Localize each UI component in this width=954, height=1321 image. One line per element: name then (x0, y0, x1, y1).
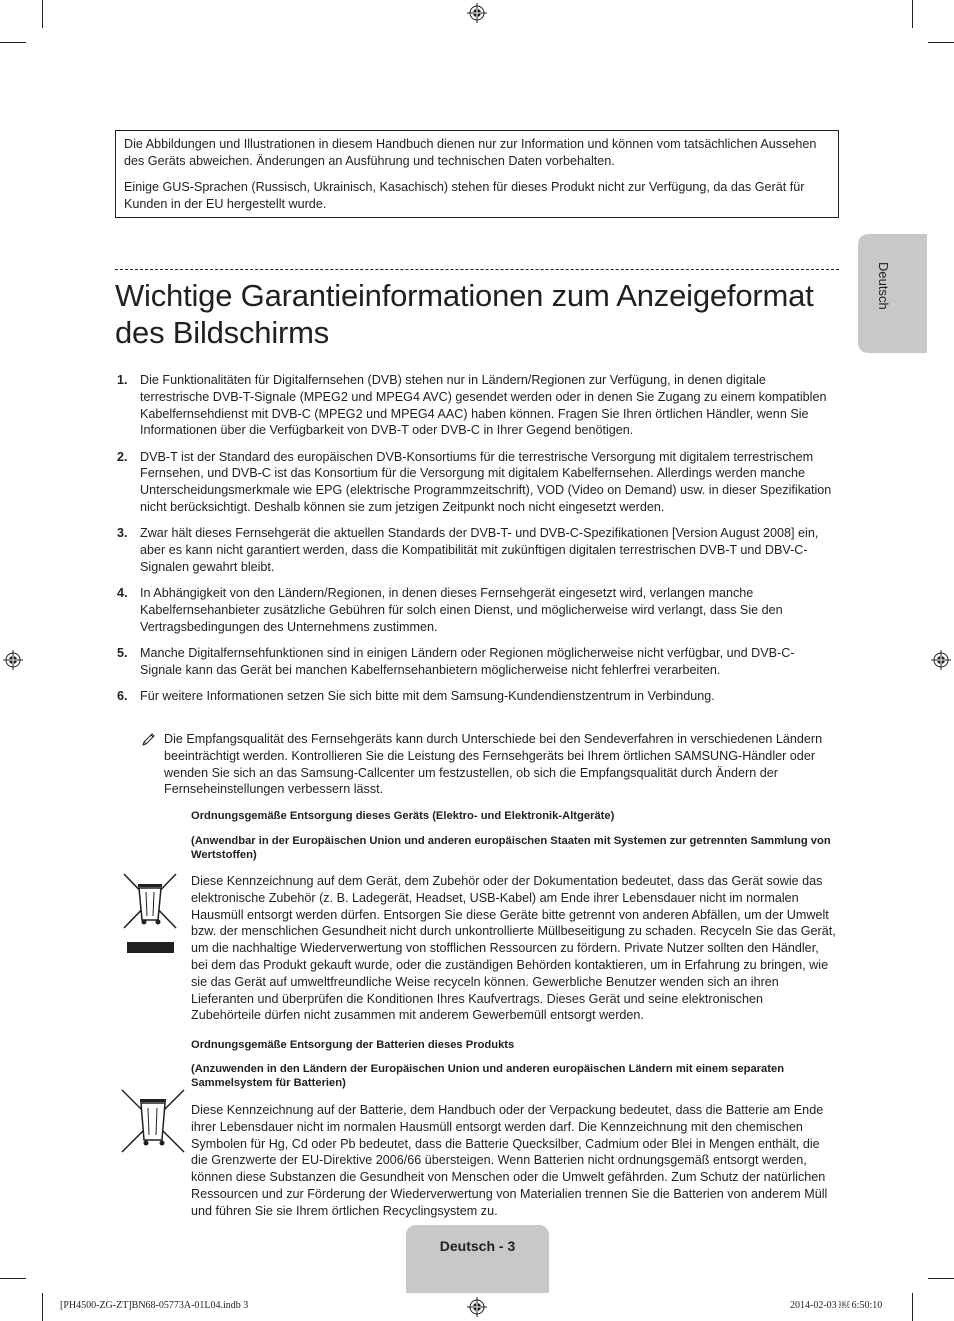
notice-paragraph: Die Abbildungen und Illustrationen in diesem Handbuch dienen nur zur Information und können vom tatsächlichen Aussehen des Geräts abweichen. Änderungen an Ausführung und technischen Daten vorbehalten. (124, 137, 817, 168)
language-tab (858, 234, 927, 353)
crossed-out-wheelie-bin-icon (120, 1088, 186, 1154)
crop-mark (0, 1278, 26, 1279)
crop-mark (928, 1278, 954, 1279)
list-item (117, 585, 833, 635)
print-slug-file: [PH4500-ZG-ZT]BN68-05773A-01L04.indb 3 (60, 1300, 249, 1311)
item-text: Für weitere Informationen setzen Sie sich bitte mit dem Samsung-Kundendienstzentrum in Verbindung. (140, 689, 715, 704)
crosshair-registration-icon (467, 3, 487, 23)
notice-box (115, 130, 839, 218)
crop-mark (42, 1293, 43, 1321)
crosshair-registration-icon (3, 650, 23, 670)
pencil-note-icon (140, 731, 158, 749)
list-item (117, 645, 833, 679)
item-number: 6. (117, 689, 128, 704)
crop-mark (912, 1293, 913, 1321)
page-number-tab (406, 1225, 549, 1293)
crop-mark (928, 42, 954, 43)
list-item (117, 372, 833, 439)
list-item (117, 688, 833, 705)
notice-paragraph: Einige GUS-Sprachen (Russisch, Ukrainisch, Kasachisch) stehen für dieses Produkt nicht zur Verfügung, da das Gerät für Kunden in der EU hergestellt wurde. (124, 180, 805, 211)
weee-body: Diese Kennzeichnung auf dem Gerät, dem Zubehör oder der Dokumentation bedeutet, dass das Gerät sowie das elektronische Zubehör (z. B. Ladegerät, Headset, USB-Kabel) am Ende ihrer Lebensdauer nicht im normalen Hausmüll entsorgt werden dürfen. Entsorgen Sie diese Geräte bitte getrennt von anderen Abfällen, um der Umwelt bzw. der menschlichen Gesundheit nicht durch unkontrollierte Müllbeseitigung zu schaden. Recyceln Sie das Gerät, um die nachhaltige Wiederverwertung von stofflichen Ressourcen zu fördern. Private Nutzer sollten den Händler, bei dem das Produkt gekauft wurde, oder die zuständigen Behörden kontaktieren, um in Erfahrung zu bringen, wie sie das Gerät auf umweltfreundliche Weise recyceln können. Gewerbliche Benutzer wenden sich an ihren Lieferanten und überprüfen die Konditionen Ihres Kaufvertrags. Dieses Gerät und seine elektronischen Zubehörteile dürfen nicht zusammen mit anderem Gewerbemüll entsorgt werden. (191, 874, 836, 1023)
section-title: Wichtige Garantieinformationen zum Anzeigeformat des Bildschirms (115, 278, 814, 350)
battery-subheading: (Anzuwenden in den Ländern der Europäischen Union und anderen europäischen Ländern mit einem separaten Sammelsystem für Batterien) (191, 1063, 785, 1089)
battery-body: Diese Kennzeichnung auf der Batterie, dem Handbuch oder der Verpackung bedeutet, dass die Batterie am Ende ihrer Lebensdauer nicht im normalen Hausmüll entsorgt werden darf. Die Kennzeichnung mit den chemischen Symbolen für Hg, Cd oder Pb bedeutet, dass die Batterie Quecksilber, Cadmium oder Blei in Mengen enthält, die die Grenzwerte der EU-Direktive 2006/66 übersteigen. Wenn Batterien nicht ordnungsgemäß entsorgt werden, können diese Substanzen die Gesundheit von Menschen oder die Umwelt gefährden. Zum Schutz der natürlichen Ressourcen und zur Förderung der Wiederverwertung von Materialien trennen Sie die Batterien von anderem Müll und führen Sie sie Ihrem örtlichen Recyclingsystem zu. (191, 1103, 828, 1218)
crop-mark (42, 0, 43, 28)
crosshair-registration-icon (931, 650, 951, 670)
crop-mark (0, 42, 26, 43)
crossed-out-wheelie-bin-icon (122, 872, 178, 956)
crop-mark (912, 0, 913, 28)
section-divider (115, 269, 839, 270)
item-number: 5. (117, 646, 128, 661)
note (140, 731, 836, 798)
language-tab-label: Deutsch (876, 262, 891, 310)
item-text: In Abhängigkeit von den Ländern/Regionen, in denen dieses Fernsehgerät eingesetzt wird, verlangen manche Kabelfernsehanbieter zusätzliche Gebühren für solch einen Dienst, und möglicherweise wird verlangt, dass Sie den Vertragsbedingungen des Unternehmens zustimmen. (140, 586, 783, 634)
item-text: Zwar hält dieses Fernsehgerät die aktuellen Standards der DVB-T- und DVB-C-Spezifikationen [Version August 2008] ein, aber es kann nicht garantiert werden, dass die Kompatibilität mit zukünftigen digitalen terrestrischen DVB-T und DBV-C-Signalen gewahrt bleibt. (140, 526, 819, 574)
warranty-list (117, 372, 833, 715)
crosshair-registration-icon (467, 1297, 487, 1317)
list-item (117, 449, 833, 516)
page-number: Deutsch - 3 (439, 1238, 516, 1254)
item-text: Manche Digitalfernsehfunktionen sind in einigen Ländern oder Regionen möglicherweise nicht verfügbar, und DVB-C-Signale kann das Gerät bei manchen Kabelfernsehanbietern möglicherweise nicht fehlerfrei verarbeiten. (140, 646, 795, 677)
item-text: Die Funktionalitäten für Digitalfernsehen (DVB) stehen nur in Ländern/Regionen zur Verfügung, in denen digitale terrestrische DVB-T-Signale (MPEG2 und MPEG4 AVC) gesendet werden oder in denen Sie Zugang zu einem kompatiblen Kabelfernsehdienst mit DVB-C (MPEG2 und MPEG4 AAC) haben können. Fragen Sie Ihren örtlichen Händler, wenn Sie Informationen über die Verfügbarkeit von DVB-T oder DVB-C in Ihrer Gegend benötigen. (140, 373, 827, 438)
note-text: Die Empfangsqualität des Fernsehgeräts kann durch Unterschiede bei den Sendeverfahren in verschiedenen Ländern beeinträchtigt werden. Kontrollieren Sie die Leistung des Fernsehgeräts bei Ihrem örtlichen SAMSUNG-Händler oder wenden Sie sich an das Samsung-Callcenter um festzustellen, ob sich die Empfangsqualität durch Ändern der Fernseheinstellungen verbessern lässt. (164, 732, 823, 797)
print-slug-date: 2014-02-03 ￼ 6:50:10 (790, 1300, 883, 1311)
battery-heading: Ordnungsgemäße Entsorgung der Batterien dieses Produkts (191, 1039, 515, 1051)
item-number: 1. (117, 373, 128, 387)
item-number: 3. (117, 526, 128, 541)
item-number: 2. (117, 449, 128, 464)
item-text: DVB-T ist der Standard des europäischen DVB-Konsortiums für die terrestrische Versorgung mit digitalem terrestrischem Fernsehen, und DVB-C ist das Konsortium für die Versorgung mit digitalem Kabelfernsehen. Allerdings werden manche Unterscheidungsmerkmale wie EPG (elektrische Programmzeitschrift), VOD (Video on Demand) usw. in dieser Spezifikation nicht berücksichtigt. Deshalb können sie zum jetzigen Zeitpunkt noch nicht eingesetzt werden. (140, 449, 832, 515)
weee-heading: Ordnungsgemäße Entsorgung dieses Geräts (Elektro- und Elektronik-Altgeräte) (191, 810, 615, 822)
item-number: 4. (117, 586, 128, 601)
weee-subheading: (Anwendbar in der Europäischen Union und anderen europäischen Staaten mit Systemen zur getrennten Sammlung von Wertstoffen) (191, 835, 831, 861)
list-item (117, 525, 833, 575)
